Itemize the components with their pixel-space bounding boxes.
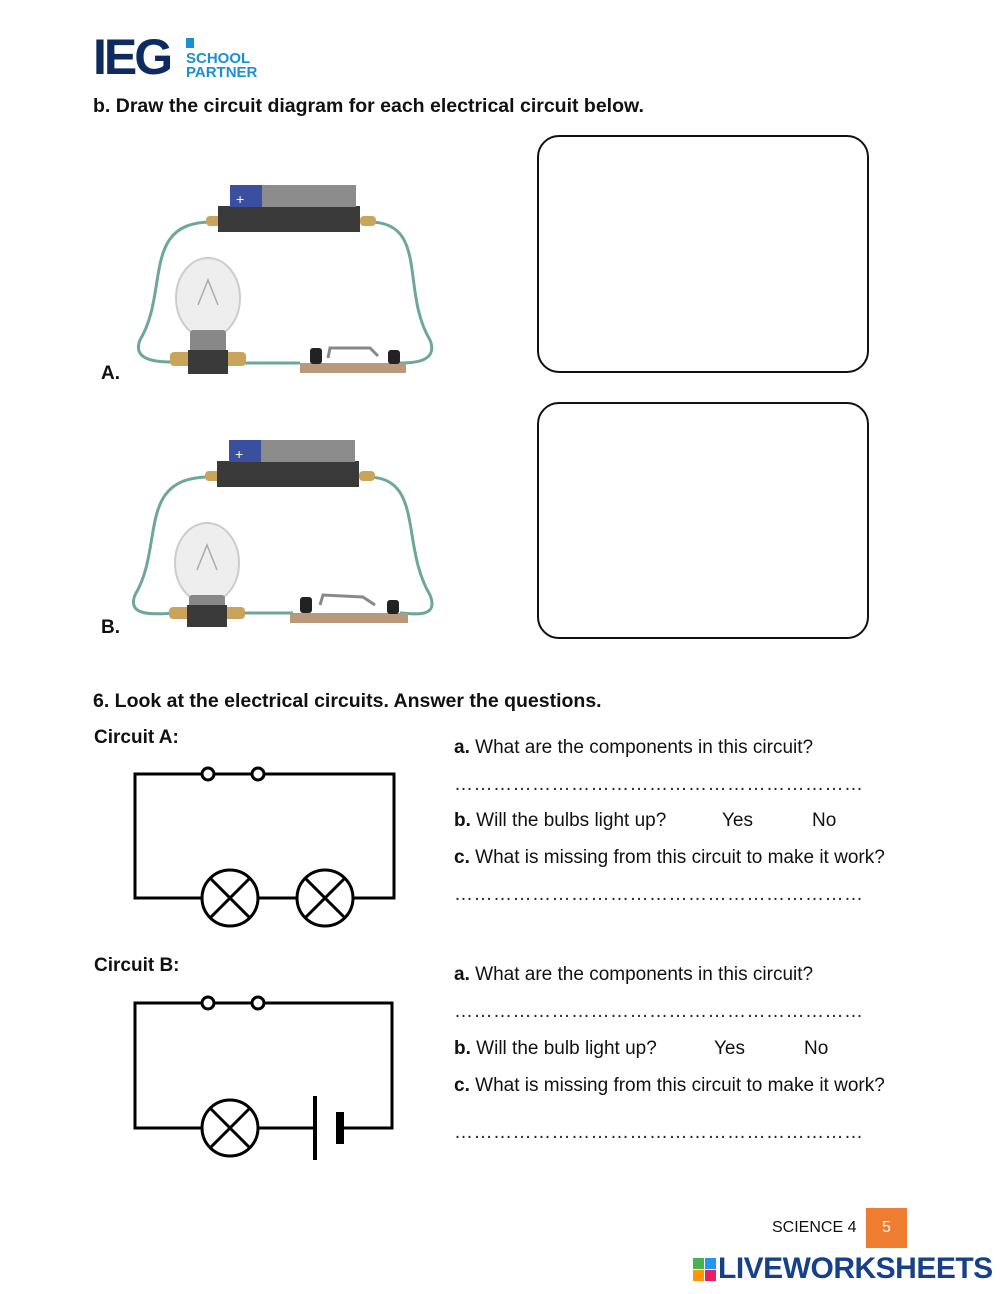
- circuit-b-question-a: [454, 964, 813, 986]
- circuit-b-question-c: [454, 1075, 885, 1097]
- switch-lever: [320, 595, 375, 605]
- logo-mark-icon: [186, 38, 194, 48]
- circuit-a-label: A.: [101, 363, 120, 384]
- switch-contact: [202, 768, 214, 780]
- yes-option[interactable]: Yes: [714, 1038, 745, 1059]
- question-text: Will the bulb light up?: [476, 1038, 657, 1059]
- liveworksheets-logo-icon: [693, 1258, 717, 1282]
- circuit-a-question-a: [454, 737, 813, 759]
- logo-partner: PARTNER: [186, 64, 258, 81]
- switch-contact: [252, 768, 264, 780]
- question-text: What are the components in this circuit?: [475, 964, 814, 985]
- wire: [264, 1003, 392, 1128]
- circuit-a-schematic: [125, 760, 405, 930]
- switch-post: [300, 597, 312, 613]
- bulb-socket: [188, 350, 228, 374]
- circuit-a-schematic-label: Circuit A:: [94, 727, 179, 748]
- wire: [135, 774, 202, 898]
- question-prefix: a.: [454, 964, 470, 985]
- circuit-a-question-c: [454, 847, 885, 869]
- battery-positive: [230, 185, 262, 207]
- bulb-glass: [175, 523, 239, 603]
- svg-text:+: +: [236, 191, 245, 207]
- question-text: What is missing from this circuit to make it work?: [475, 1075, 885, 1096]
- battery-holder: [218, 206, 360, 232]
- question6-title: 6. Look at the electrical circuits. Answer the questions.: [93, 690, 602, 712]
- question-text: What is missing from this circuit to make it work?: [475, 847, 885, 868]
- no-option[interactable]: No: [804, 1038, 829, 1059]
- switch-contact: [252, 997, 264, 1009]
- circuit-illustration-b: [125, 435, 445, 635]
- bulb-symbol: [202, 870, 258, 926]
- answer-line[interactable]: ………………………………………………………: [454, 774, 864, 795]
- answer-line[interactable]: ………………………………………………………: [454, 1122, 864, 1143]
- circuit-b-schematic-label: Circuit B:: [94, 955, 180, 976]
- battery-terminal: [359, 471, 375, 481]
- question-prefix: c.: [454, 1075, 470, 1096]
- switch-post: [387, 600, 399, 614]
- switch-contact: [202, 997, 214, 1009]
- draw-box-a[interactable]: [537, 135, 869, 373]
- switch-base: [300, 363, 406, 373]
- wire: [135, 1003, 202, 1128]
- bulb-socket: [187, 605, 227, 627]
- bulb-symbol: [202, 1100, 258, 1156]
- battery-positive: [229, 440, 261, 462]
- bulb-glass: [176, 258, 240, 338]
- question-prefix: a.: [454, 737, 470, 758]
- question-prefix: b.: [454, 810, 471, 831]
- switch-post: [310, 348, 322, 364]
- bulb-symbol: [297, 870, 353, 926]
- question-text: Will the bulbs light up?: [476, 810, 667, 831]
- no-option[interactable]: No: [812, 810, 837, 831]
- logo-school: SCHOOL: [186, 50, 251, 67]
- cell-symbol: [315, 1096, 344, 1160]
- question-prefix: b.: [454, 1038, 471, 1059]
- ieg-logo: IEG: [93, 29, 171, 85]
- switch-lever: [328, 348, 378, 358]
- question-prefix: c.: [454, 847, 470, 868]
- wire: [365, 477, 432, 614]
- switch-base: [290, 613, 408, 623]
- wire: [366, 222, 432, 363]
- yes-option[interactable]: Yes: [722, 810, 753, 831]
- question-text: What are the components in this circuit?: [475, 737, 814, 758]
- section-b-title: b. Draw the circuit diagram for each electrical circuit below.: [93, 95, 644, 117]
- subject-label: SCIENCE 4: [772, 1219, 857, 1236]
- circuit-b-question-b: [454, 1038, 657, 1060]
- svg-text:+: +: [235, 446, 244, 462]
- answer-line[interactable]: ………………………………………………………: [454, 884, 864, 905]
- liveworksheets-brand: LIVEWORKSHEETS: [718, 1252, 993, 1285]
- circuit-illustration-a: [130, 180, 440, 380]
- draw-box-b[interactable]: [537, 402, 869, 639]
- circuit-b-label: B.: [101, 617, 120, 638]
- answer-line[interactable]: ………………………………………………………: [454, 1001, 864, 1022]
- circuit-a-question-b: [454, 810, 666, 832]
- page-number-badge: 5: [866, 1208, 907, 1248]
- circuit-b-schematic: [125, 990, 405, 1165]
- battery-holder: [217, 461, 359, 487]
- battery-terminal: [360, 216, 376, 226]
- switch-post: [388, 350, 400, 364]
